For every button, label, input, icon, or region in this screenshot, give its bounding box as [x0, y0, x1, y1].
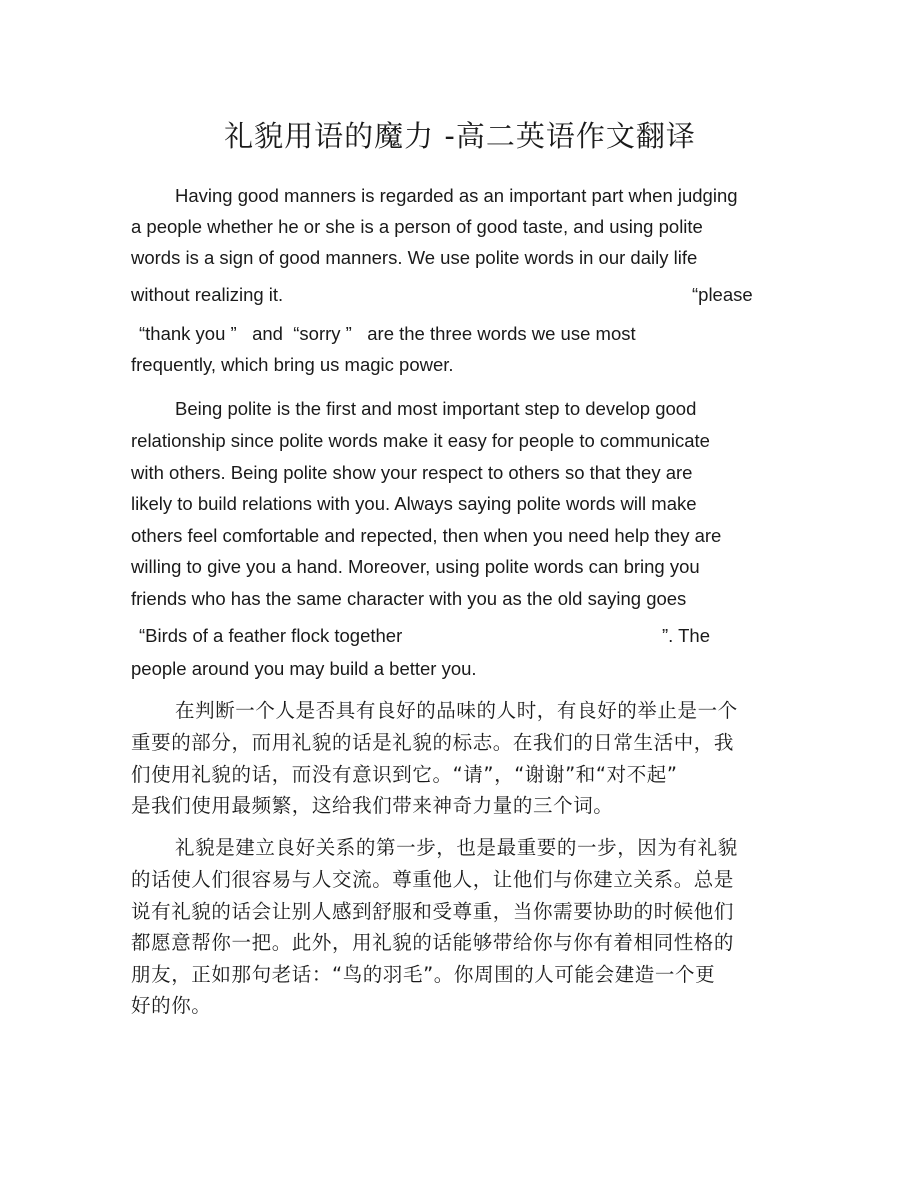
en-p2-line-9: people around you may build a better you. — [131, 658, 477, 679]
en-p2-line-4: likely to build relations with you. Always saying polite words will make — [131, 493, 697, 514]
zh-p2-line-1: 礼貌是建立良好关系的第一步，也是最重要的一步，因为有礼貌 — [175, 836, 738, 859]
en-p1-line-5: “thank you ” and “sorry ” are the three words we use most — [139, 323, 636, 344]
en-p1-line-2: a people whether he or she is a person of good taste, and using polite — [131, 216, 703, 237]
en-p1-line-6: frequently, which bring us magic power. — [131, 354, 454, 375]
en-p1-line-4: without realizing it. — [131, 284, 284, 305]
zh-p2-line-5: 朋友，正如那句老话：“鸟的羽毛”。你周围的人可能会建造一个更 — [131, 963, 716, 986]
en-p2-line-3: with others. Being polite show your respect to others so that they are — [131, 462, 693, 483]
zh-p1-line-3: 们使用礼貌的话，而没有意识到它。“请”，“谢谢”和“对不起” — [131, 763, 678, 786]
zh-p2-line-4: 都愿意帮你一把。此外，用礼貌的话能够带给你与你有着相同性格的 — [131, 931, 735, 954]
en-p2-line-6: willing to give you a hand. Moreover, using polite words can bring you — [131, 556, 700, 577]
en-p1-line-1: Having good manners is regarded as an important part when judging — [175, 185, 738, 206]
en-p2-line-8-tail: ”. The — [662, 625, 710, 646]
zh-p2-line-2: 的话使人们很容易与人交流。尊重他人，让他们与你建立关系。总是 — [131, 868, 735, 891]
zh-p2-line-3: 说有礼貌的话会让别人感到舒服和受尊重，当你需要协助的时候他们 — [131, 900, 735, 923]
en-p1-line-3: words is a sign of good manners. We use polite words in our daily life — [131, 247, 698, 268]
zh-p1-line-1: 在判断一个人是否具有良好的品味的人时，有良好的举止是一个 — [175, 699, 738, 722]
en-p2-line-5: others feel comfortable and repected, then when you need help they are — [131, 525, 722, 546]
en-p2-line-8: “Birds of a feather flock together — [139, 625, 403, 646]
zh-p2-line-6: 好的你。 — [131, 994, 212, 1017]
document-title: 礼貌用语的魔力 -高二英语作文翻译 — [224, 119, 696, 153]
en-p2-line-2: relationship since polite words make it easy for people to communicate — [131, 430, 710, 451]
zh-p1-line-4: 是我们使用最频繁，这给我们带来神奇力量的三个词。 — [131, 794, 614, 817]
en-p2-line-7: friends who has the same character with you as the old saying goes — [131, 588, 687, 609]
en-p1-line-4-quote: “please — [692, 284, 753, 305]
zh-p1-line-2: 重要的部分，而用礼貌的话是礼貌的标志。在我们的日常生活中，我 — [131, 731, 735, 754]
en-p2-line-1: Being polite is the first and most important step to develop good — [175, 398, 697, 419]
